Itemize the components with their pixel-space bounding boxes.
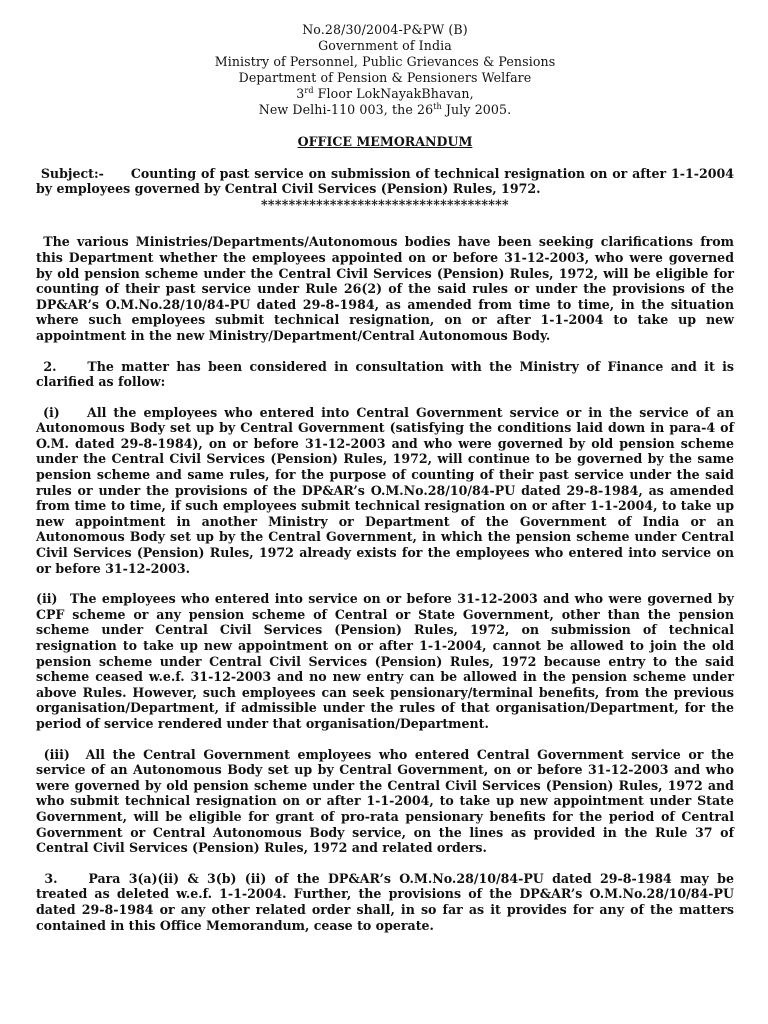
paragraph-2-text: The matter has been considered in consultation with the Ministry of Finance and it is clarified as follow:: [36, 358, 734, 390]
floor-number: 3: [296, 86, 305, 102]
letterhead: [36, 22, 734, 119]
floor-ordinal: rd: [304, 86, 314, 96]
subject-block: [36, 166, 734, 197]
department-line: Department of Pension & Pensioners Welfare: [238, 70, 532, 86]
clause-ii-text: The employees who entered into service on or before 31-12-2003 and who were governed by CPF scheme or any pension scheme of Central or State Government, other than the pension scheme under Central Civil Services (Pension) Rules, 1972, on submission of technical resignation to take up new appointment on or after 1-1-2004, cannot be allowed to join the old pension scheme under Central Civil Services (Pension) Rules, 1972 because entry to the said scheme ceased w.e.f. 31-12-2003 and no new entry can be allowed in the pension scheme under above Rules. However, such employees can seek pensionary/terminal benefits, from the previous organisation/Department, if admissible under the rules of that organisation/Department, for the period of service rendered under that organisation/Department.: [36, 591, 734, 731]
clause-i-number: (i): [43, 404, 60, 420]
date-suffix: July 2005.: [441, 102, 512, 118]
clause-ii-number: (ii): [36, 591, 58, 607]
date-line: [36, 102, 734, 118]
clause-i: [36, 405, 734, 577]
memo-title: OFFICE MEMORANDUM: [297, 133, 473, 149]
paragraph-2: [36, 359, 734, 390]
paragraph-3: [36, 871, 734, 933]
paragraph-1: [36, 234, 734, 343]
clause-i-text: All the employees who entered into Central Government service or in the service of an Autonomous Body set up by Central Government (satisfying the conditions laid down in para-4 of O.M. dated 29-8-1984), on or before 31-12-2003 and who were governed by old pension scheme under the Central Civil Services (Pension) Rules, 1972, will continue to be governed by the same pension scheme and same rules, for the purpose of counting of their past service under the said rules or under the provisions of the DP&AR’s O.M.No.28/10/84-PU dated 29-8-1984, as amended from time to time, if such employees submit technical resignation on or after 1-1-2004, to take up new appointment in another Ministry or Department of the Government of India or an Autonomous Body set up by the Central Government, in which the pension scheme under Central Civil Services (Pension) Rules, 1972 already exists for the employees who entered into service on or before 31-12-2003.: [36, 404, 734, 576]
floor-building: Floor LokNayakBhavan,: [313, 86, 474, 102]
address-line: [36, 86, 734, 102]
date-prefix: New Delhi-110 003, the 26: [258, 102, 434, 118]
ministry-line: Ministry of Personnel, Public Grievances & Pensions: [214, 54, 556, 70]
clause-iii-number: (iii): [43, 746, 70, 762]
subject-text: Counting of past service on submission of technical resignation on or after 1-1-2004 by employees governed by Central Civil Services (Pension) Rules, 1972.: [36, 165, 734, 197]
paragraph-3-text: Para 3(a)(ii) & 3(b) (ii) of the DP&AR’s O.M.No.28/10/84-PU dated 29-8-1984 may be treated as deleted w.e.f. 1-1-2004. Further, the provisions of the DP&AR’s O.M.No.28/10/84-PU dated 29-8-1984 or any other related order shall, in so far as it provides for any of the matters contained in this Office Memorandum, cease to operate.: [36, 870, 734, 933]
reference-number: No.28/30/2004-P&PW (B): [302, 22, 468, 37]
separator-stars: ************************************: [261, 196, 509, 212]
paragraph-2-number: 2.: [43, 358, 57, 374]
subject-label: Subject:-: [40, 165, 104, 181]
clause-iii: [36, 747, 734, 856]
clause-ii: [36, 591, 734, 731]
paragraph-1-text: The various Ministries/Departments/Autonomous bodies have been seeking clarifications from this Department whether the employees appointed on or before 31-12-2003, who were governed by old pension scheme under the Central Civil Services (Pension) Rules, 1972, will be eligible for counting of their past service under Rule 26(2) of the said rules or under the provisions of the DP&AR’s O.M.No.28/10/84-PU dated 29-8-1984, as amended from time to time, in the situation where such employees submit technical resignation, on or after 1-1-2004 to take up new appointment in the new Ministry/Department/Central Autonomous Body.: [36, 234, 734, 343]
government-line: Government of India: [318, 38, 452, 54]
date-ordinal: th: [433, 102, 442, 112]
clause-iii-text: All the Central Government employees who entered Central Government service or the service of an Autonomous Body set up by Central Government, on or before 31-12-2003 and who were governed by old pension scheme under the Central Civil Services (Pension) Rules, 1972 and who submit technical resignation on or after 1-1-2004, to take up new appointment under State Government, will be eligible for grant of pro-rata pensionary benefits for the period of Central Government or Central Autonomous Body service, on the lines as provided in the Rule 37 of Central Civil Services (Pension) Rules, 1972 and related orders.: [36, 746, 735, 856]
paragraph-3-number: 3.: [44, 870, 58, 886]
